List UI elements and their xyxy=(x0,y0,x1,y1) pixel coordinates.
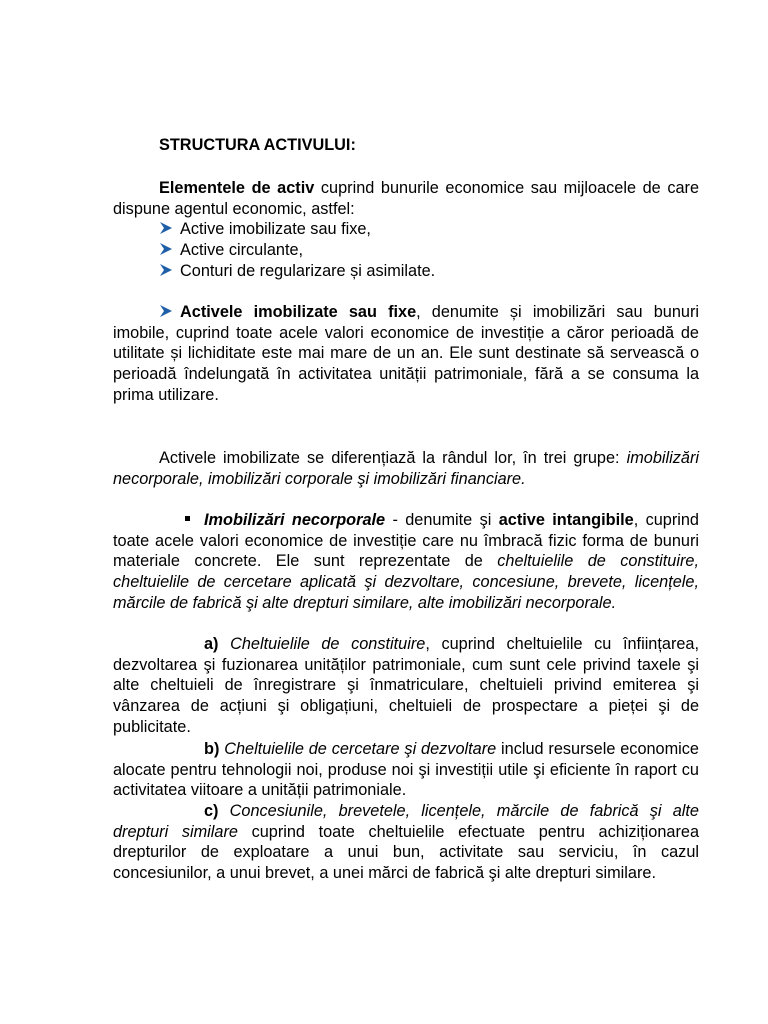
item-a-paragraph xyxy=(113,634,699,738)
list-item-label: Active circulante, xyxy=(180,241,304,259)
groups-paragraph xyxy=(113,448,699,489)
groups-text: Activele imobilizate se diferențiază la rândul lor, în trei grupe: xyxy=(159,449,627,467)
arrow-bullet-icon xyxy=(159,241,173,255)
list-item xyxy=(159,219,371,240)
item-c-label: c) xyxy=(204,802,219,820)
square-bullet-icon xyxy=(185,516,190,521)
page-title: STRUCTURA ACTIVULUI: xyxy=(159,136,356,154)
item-a-title: Cheltuielile de constituire xyxy=(218,635,426,653)
fixed-assets-term: Activele imobilizate sau fixe xyxy=(180,303,417,321)
item-b-text: includ resursele economice alocate pentru tehnologii noi, produse noi şi investiții utile şi eficiente în raport cu activitatea viitoare a unității patrimoniale. xyxy=(113,740,699,800)
intro-term: Elementele de activ xyxy=(159,179,315,197)
list-item xyxy=(159,261,435,282)
list-item-label: Active imobilizate sau fixe, xyxy=(180,220,371,238)
item-b-paragraph xyxy=(113,739,699,801)
intangible-text: - denumite şi xyxy=(385,511,499,529)
item-c-paragraph xyxy=(113,801,699,884)
arrow-bullet-icon xyxy=(159,262,173,276)
item-a-text: , cuprind cheltuielile cu înființarea, dezvoltarea şi fuzionarea unităților patrimoniale, cum sunt cele privind taxele şi alte cheltuieli de înregistrare şi înmatriculare, cheltuieli privind emiterea şi vânzarea de acțiuni şi obligațiuni, cheltuieli de prospectare a pieței şi de publicitate. xyxy=(113,635,699,736)
intangible-text: , cuprind toate acele valori economice de investiție care nu îmbracă fizic forma de bunuri materiale concrete. Ele sunt reprezentate de xyxy=(113,511,699,571)
fixed-assets-text: , denumite și imobilizări sau bunuri imobile, cuprind toate acele valori economice de investiție a căror perioadă de utilitate și lichiditate este mai mare de un an. Ele sunt destinate să servească o perioadă îndelungată în activitatea unității patrimoniale, fără a se consuma la prima utilizare. xyxy=(113,303,699,404)
intangible-examples: cheltuielile de constituire, cheltuielile de cercetare aplicată şi dezvoltare, concesiune, brevete, licențele, mărcile de fabrică şi alte drepturi similare, alte imobilizări necorporale. xyxy=(113,552,699,612)
fixed-assets-paragraph xyxy=(113,302,699,406)
intro-text: cuprind bunurile economice sau mijloacele de care dispune agentul economic, astfel: xyxy=(113,179,699,218)
intangible-paragraph xyxy=(113,510,699,614)
intro-paragraph xyxy=(113,178,699,219)
list-item-label: Conturi de regularizare și asimilate. xyxy=(180,262,436,280)
item-b-title: Cheltuielile de cercetare şi dezvoltare xyxy=(219,740,497,758)
intangible-term: active intangibile xyxy=(498,511,634,529)
intangible-title: Imobilizări necorporale xyxy=(204,511,386,529)
item-b-label: b) xyxy=(204,740,220,758)
item-c-text: cuprind toate cheltuielile efectuate pentru achiziționarea drepturilor de exploatare a unui bun, activitate sau serviciu, în cazul concesiunilor, a unui brevet, a unei mărci de fabrică şi alte drepturi similare. xyxy=(113,822,699,883)
groups-list: imobilizări necorporale, imobilizări corporale şi imobilizări financiare. xyxy=(113,449,699,488)
arrow-bullet-icon xyxy=(159,303,173,317)
item-a-label: a) xyxy=(204,635,219,653)
list-item xyxy=(159,240,303,261)
item-c-title: Concesiunile, brevetele, licențele, mărcile de fabrică şi alte drepturi similare xyxy=(113,802,699,841)
arrow-bullet-icon xyxy=(159,220,173,234)
